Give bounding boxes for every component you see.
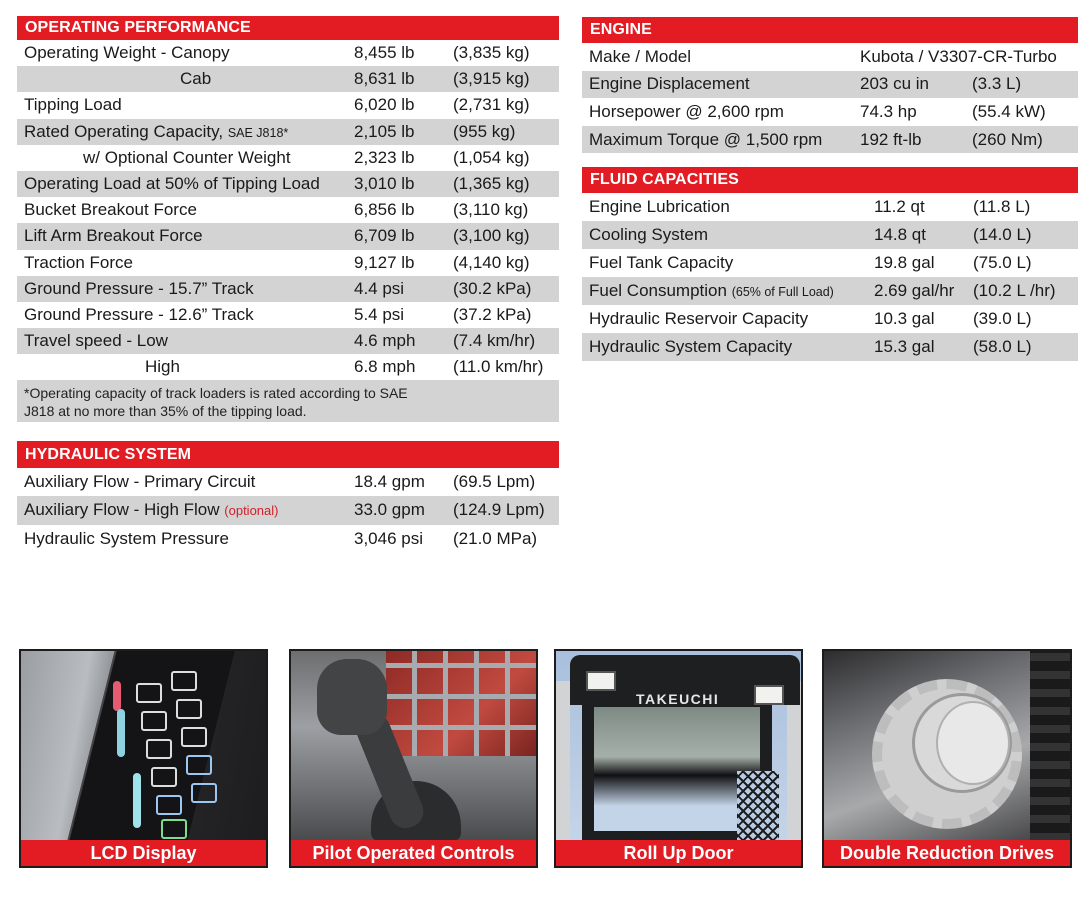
feature-caption: Double Reduction Drives (824, 840, 1070, 866)
feature-card-drives (822, 649, 1072, 868)
spec-label-note: (65% of Full Load) (731, 285, 834, 299)
work-light-icon (586, 671, 616, 691)
spec-label: Cooling System (589, 225, 709, 244)
spec-row (582, 43, 1078, 71)
spec-row (17, 223, 559, 249)
section-header: HYDRAULIC SYSTEM (17, 441, 559, 468)
spec-label: High (145, 357, 180, 377)
spec-label: Engine Lubrication (589, 197, 730, 216)
brand-logo: TAKEUCHI (636, 691, 720, 707)
spec-row (582, 333, 1078, 361)
spec-metric: (1,054 kg) (453, 147, 530, 167)
cab-pillar (556, 681, 570, 840)
spec-label: Ground Pressure - 15.7” Track (24, 278, 254, 298)
battery-warning-icon (136, 683, 162, 703)
spec-metric: (3,915 kg) (453, 69, 530, 89)
engine-table (582, 17, 1078, 153)
spec-imperial: 3,046 psi (354, 528, 423, 548)
seatbelt-icon (141, 711, 167, 731)
spec-metric: (2,731 kg) (453, 95, 530, 115)
spec-imperial: 33.0 gpm (354, 500, 425, 520)
operating-performance-table (17, 16, 559, 422)
drive-motor-photo (824, 651, 1070, 840)
work-light-icon (186, 755, 212, 775)
fluid-capacities-table (582, 167, 1078, 361)
spec-metric: (1,365 kg) (453, 174, 530, 194)
spec-label: Auxiliary Flow - Primary Circuit (24, 472, 256, 492)
spec-row (17, 197, 559, 223)
spec-label: w/ Optional Counter Weight (83, 147, 291, 167)
lock-icon (151, 767, 177, 787)
spec-row (582, 249, 1078, 277)
spec-label: Travel speed - Low (24, 331, 168, 351)
spec-label: Hydraulic System Capacity (589, 337, 793, 356)
spec-label: Hydraulic Reservoir Capacity (589, 309, 809, 328)
temp-gauge-icon (113, 681, 121, 711)
spec-imperial: 2,105 lb (354, 121, 415, 141)
fan-icon (191, 783, 217, 803)
cab-window-grille (386, 651, 536, 756)
spec-label: Hydraulic System Pressure (24, 528, 230, 548)
spec-imperial: 10.3 gal (874, 309, 935, 328)
spec-row (17, 92, 559, 118)
spec-metric: (4,140 kg) (453, 252, 530, 272)
spec-label: Tipping Load (24, 95, 122, 115)
spec-imperial: 6.8 mph (354, 357, 416, 377)
spec-label: Operating Load at 50% of Tipping Load (24, 174, 320, 194)
spec-metric: (14.0 L) (973, 225, 1032, 244)
spec-label-text: Rated Operating Capacity, (24, 121, 224, 141)
spec-imperial: 18.4 gpm (354, 472, 425, 492)
spec-metric: (955 kg) (453, 121, 516, 141)
spec-metric: (30.2 kPa) (453, 278, 532, 298)
spec-label: Operating Weight - Canopy (24, 43, 230, 63)
eco-mode-icon (161, 819, 187, 839)
spec-label: Engine Displacement (589, 74, 750, 94)
spec-imperial: 6,856 lb (354, 200, 415, 220)
spec-row (17, 354, 559, 380)
footnote (17, 380, 559, 422)
spec-label: Traction Force (24, 252, 133, 272)
spec-imperial: 9,127 lb (354, 252, 415, 272)
footnote-line: *Operating capacity of track loaders is rated according to SAE (24, 385, 408, 402)
spec-imperial: 8,455 lb (354, 43, 415, 63)
spec-metric: (7.4 km/hr) (453, 331, 536, 351)
spec-label (17, 500, 278, 520)
spec-row (17, 525, 559, 553)
spec-value: Kubota / V3307-CR-Turbo (860, 46, 1057, 66)
spec-row (17, 66, 559, 92)
spec-row (582, 98, 1078, 126)
spec-imperial: 6,709 lb (354, 226, 415, 246)
spec-row (17, 250, 559, 276)
spec-imperial: 19.8 gal (874, 253, 935, 272)
feature-caption: Roll Up Door (556, 840, 801, 866)
glow-plug-icon (146, 739, 172, 759)
spec-label-note: SAE J818* (227, 125, 289, 140)
feature-card-pilot-controls (289, 649, 538, 868)
spec-row (582, 193, 1078, 221)
spec-row (582, 305, 1078, 333)
spec-imperial: 4.4 psi (354, 278, 405, 298)
spec-imperial: 2.69 gal/hr (874, 281, 955, 300)
spec-metric: (3,110 kg) (453, 200, 529, 220)
spec-row (17, 145, 559, 171)
spec-label-text: Auxiliary Flow - High Flow (24, 500, 220, 520)
temp-gauge-icon (117, 709, 125, 757)
spec-imperial: 2,323 lb (354, 147, 415, 167)
hydraulic-system-table (17, 441, 559, 553)
spec-imperial: 11.2 qt (874, 197, 925, 216)
spec-metric: (55.4 kW) (972, 101, 1046, 121)
spec-metric: (3,100 kg) (453, 226, 530, 246)
spec-metric: (58.0 L) (973, 337, 1032, 356)
spec-imperial: 74.3 hp (860, 101, 917, 121)
spec-label (582, 281, 834, 301)
spec-row (17, 276, 559, 302)
spec-imperial: 192 ft-lb (860, 129, 922, 149)
drive-motor-cap (936, 701, 1010, 785)
spec-row (17, 40, 559, 66)
spec-row (582, 277, 1078, 305)
spec-row (17, 302, 559, 328)
cab-side-mesh (737, 771, 779, 840)
spec-label: Cab (180, 69, 212, 89)
spec-row (582, 221, 1078, 249)
spec-row (17, 119, 559, 145)
work-light-icon (754, 685, 784, 705)
spec-label-text: Fuel Consumption (589, 281, 727, 300)
spec-label (17, 122, 288, 142)
filter-icon (181, 727, 207, 747)
rubber-track (1030, 651, 1070, 840)
spec-metric: (3,835 kg) (453, 43, 530, 63)
spec-label: Ground Pressure - 12.6” Track (24, 304, 254, 324)
spec-label: Make / Model (589, 46, 692, 66)
joystick-photo (291, 651, 536, 840)
section-header: ENGINE (582, 17, 1078, 43)
spec-row (17, 171, 559, 197)
spec-metric: (21.0 MPa) (453, 528, 538, 548)
spec-imperial: 4.6 mph (354, 331, 416, 351)
spec-metric: (11.0 km/hr) (453, 357, 544, 377)
spec-label: Lift Arm Breakout Force (24, 226, 203, 246)
section-header: OPERATING PERFORMANCE (17, 16, 559, 40)
spec-imperial: 6,020 lb (354, 95, 415, 115)
feature-caption: LCD Display (21, 840, 266, 866)
spec-imperial: 15.3 gal (874, 337, 935, 356)
spec-row (17, 328, 559, 354)
spec-metric: (69.5 Lpm) (453, 472, 536, 492)
feature-card-lcd-display (19, 649, 268, 868)
optional-note: (optional) (224, 503, 279, 519)
spec-label: Fuel Tank Capacity (589, 253, 734, 272)
spec-metric: (37.2 kPa) (453, 304, 532, 324)
spec-row (582, 71, 1078, 99)
lcd-display-photo (21, 651, 266, 840)
spec-row (17, 468, 559, 496)
spec-imperial: 3,010 lb (354, 174, 415, 194)
feature-card-roll-up-door (554, 649, 803, 868)
joystick-grip-icon (317, 659, 387, 735)
spec-imperial: 203 cu in (860, 74, 929, 94)
spec-label: Maximum Torque @ 1,500 rpm (589, 129, 823, 149)
spec-imperial: 5.4 psi (354, 304, 405, 324)
cab-door-photo (556, 651, 801, 840)
spec-row (582, 126, 1078, 154)
spec-metric: (75.0 L) (973, 253, 1032, 272)
spec-metric: (11.8 L) (973, 197, 1031, 216)
spec-metric: (124.9 Lpm) (453, 500, 545, 520)
spec-row (17, 496, 559, 524)
spec-metric: (39.0 L) (973, 309, 1032, 328)
oil-pressure-icon (176, 699, 202, 719)
footnote-line: J818 at no more than 35% of the tipping load. (24, 403, 307, 420)
feature-caption: Pilot Operated Controls (291, 840, 536, 866)
spec-metric: (260 Nm) (972, 129, 1043, 149)
spec-metric: (10.2 L /hr) (973, 281, 1056, 300)
spec-imperial: 14.8 qt (874, 225, 926, 244)
spec-imperial: 8,631 lb (354, 69, 415, 89)
spec-label: Horsepower @ 2,600 rpm (589, 101, 784, 121)
section-header: FLUID CAPACITIES (582, 167, 1078, 193)
warning-triangle-icon (171, 671, 197, 691)
hydraulic-icon (156, 795, 182, 815)
spec-label: Bucket Breakout Force (24, 200, 197, 220)
spec-metric: (3.3 L) (972, 74, 1022, 94)
fuel-gauge-icon (133, 773, 141, 828)
